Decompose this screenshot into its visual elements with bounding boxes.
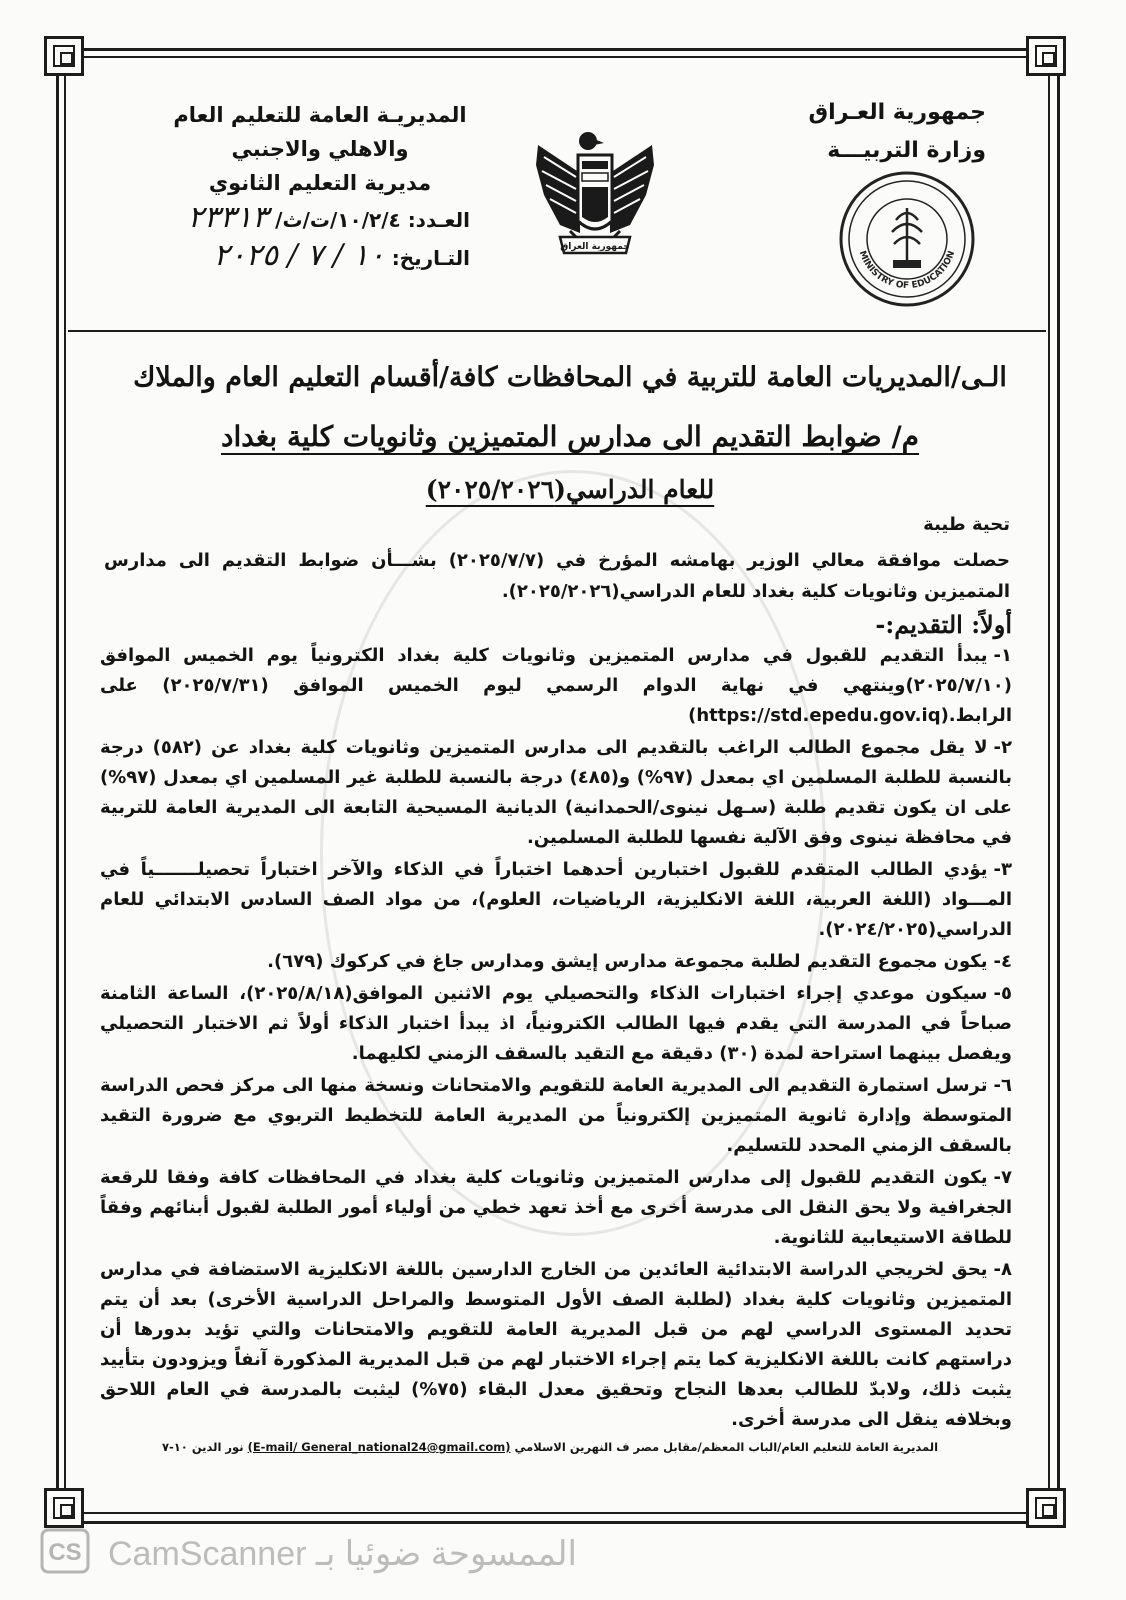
recipient-line: الـى/المديريات العامة للتربية في المحافظات كافة/أقسام التعليم العام والملاك — [133, 362, 1007, 393]
registration-link[interactable]: (https://std.epedu.gov.iq). — [688, 705, 956, 726]
iraq-eagle-emblem-icon — [530, 125, 660, 275]
item-text: يبدأ التقديم للقبول في مدارس المتميزين وثانويات كلية بغداد الكترونياً يوم الخميس الموافق (٢٠٢٥/٧/١٠)وينتهي في نهاية الدوام الرسمي ليوم الخميس الموافق (٢٠٢٥/٧/٣١) على الرابط — [100, 645, 1012, 726]
item-text: يكون التقديم للقبول إلى مدارس المتميزين وثانويات كلية بغداد في المحافظات كافة وفقا للرقعة الجغرافية ولا يحق النقل الى مدرسة أخرى مع أخذ تعهد خطي من أولياء أمور الطلبة لقبول أبنائهم وفقاً للطاقة الاستيعابية للثانوية. — [100, 1167, 1012, 1248]
greeting: تحية طيبة — [923, 514, 1010, 535]
item-number: ٦- — [993, 1075, 1012, 1096]
ministry-seal-icon — [838, 170, 976, 308]
item-text: ترسل استمارة التقديم الى المديرية العامة للتقويم والامتحانات ونسخة منها الى مركز فحص الدراسة المتوسطة وإدارة ثانوية المتميزين إلكترونياً من المديرية العامة للتخطيط التربوي مع ضرورة التقيد بالسقف الزمني المحدد للتسليم. — [100, 1075, 1012, 1156]
item-number: ٨- — [993, 1259, 1012, 1280]
corner-ornament-top-right — [1026, 36, 1066, 76]
reference-number-label: العـدد: — [407, 208, 470, 232]
emblem-caption: جمهورية العراق — [560, 242, 630, 252]
subject-line: م/ ضوابط التقديم الى مدارس المتميزين وثانويات كلية بغداد — [220, 420, 920, 453]
item-text: سيكون موعدي إجراء اختبارات الذكاء والتحصيلي يوم الاثنين الموافق(٢٠٢٥/٨/١٨)، الساعة الثامنة صباحاً في المدرسة التي يقدم فيها الطالب الكترونياً، اذ يبدأ اختبار الذكاء أولاً ثم الاختبار التحصيلي ويفصل بينهما استراحة لمدة (٣٠) دقيقة مع التقيد بالسقف الزمني لكليهما. — [100, 983, 1012, 1064]
footer-address — [100, 1440, 1000, 1454]
item-text: يكون مجموع التقديم لطلبة مجموعة مدارس إيشق ومدارس جاغ في كركوك (٦٧٩). — [267, 951, 988, 972]
letter-date-handwritten: ١٠ / ٧ / ٢٠٢٥ — [213, 238, 385, 273]
reference-number-value: ١٠/٢/٤/ت/ث/ — [275, 208, 401, 232]
ministry-name: وزارة التربيـــة — [827, 138, 986, 163]
reference-number-handwritten: ٢٣٣١٣ — [187, 200, 269, 235]
footer-email[interactable]: (E-mail/ General_national24@gmail.com) — [247, 1440, 511, 1454]
header-divider — [68, 330, 1046, 332]
academic-year-line: للعام الدراسي(٢٠٢٥/٢٠٢٦) — [425, 475, 715, 504]
reference-number — [130, 200, 470, 235]
list-item — [100, 855, 1012, 945]
corner-ornament-bottom-left — [44, 1488, 84, 1528]
list-item — [100, 1163, 1012, 1253]
list-item — [100, 979, 1012, 1069]
letter-date — [140, 238, 470, 273]
corner-ornament-top-left — [44, 36, 84, 76]
svg-text:CS: CS — [48, 1539, 82, 1566]
camscanner-logo-icon — [40, 1528, 90, 1574]
directorate-line-2: والاهلي والاجنبي — [231, 137, 409, 161]
intro-paragraph: حصلت موافقة معالي الوزير بهامشه المؤرخ في (٢٠٢٥/٧/٧) بشـــأن ضوابط التقديم الى مدارس المتميزين وثانويات كلية بغداد للعام الدراسي(٢٠٢٥/٢٠٢٦). — [104, 550, 1010, 602]
regulations-list — [100, 641, 1012, 1437]
directorate-header — [170, 98, 470, 200]
directorate-line-1: المديريـة العامة للتعليم العام — [173, 103, 467, 127]
directorate-line-3: مديرية التعليم الثانوي — [208, 171, 432, 195]
item-text: يؤدي الطالب المتقدم للقبول اختبارين أحدهما اختباراً في الذكاء والآخر اختباراً تحصيلـــــــياً في المـــواد (اللغة العربية، اللغة الانكليزية، الرياضيات، العلوم)، من مواد الصف السادس الابتدائي للعام الدراسي(٢٠٢٤/٢٠٢٥). — [100, 859, 1012, 940]
camscanner-watermark: CamScanner الممسوحة ضوئيا بـ — [108, 1535, 577, 1573]
footer-address-text: المديرية العامة للتعليم العام/الباب المعظم/مقابل مصر ف النهرين الاسلامي — [514, 1440, 939, 1454]
seal-caption: MINISTRY OF EDUCATION — [856, 249, 958, 292]
item-number: ٢- — [993, 737, 1012, 758]
item-text: لا يقل مجموع الطالب الراغب بالتقديم الى مدارس المتميزين وثانويات كلية بغداد عن (٥٨٢) درجة بالنسبة للطلبة المسلمين اي بمعدل (٩٧%) و(٤٨٥) درجة بالنسبة للطلبة غير المسلمين اي بمعدل (٩٧%) على ان يكون تقديم طلبة (سـهل نينوى/الحمدانية) الديانية المسيحية التابعة الى المديرية العامة للتربية في محافظة نينوى وفق الآلية نفسها للطلبة المسلمين. — [100, 737, 1012, 848]
list-item — [100, 733, 1012, 853]
item-text: يحق لخريجي الدراسة الابتدائية العائدين من الخارج الدارسين باللغة الانكليزية الاستضافة في مدارس المتميزين وثانويات كلية بغداد (لطلبة الصف الأول المتوسط والمراحل الدراسية الأخرى) بعد أن يتم تحديد المستوى الدراسي لهم من قبل المديرية العامة للتقويم والامتحانات والتي تؤيد بدورها أن دراستهم كانت باللغة الانكليزية كما يتم إجراء الاختبار لهم من قبل المديرية المذكورة آنفاً ويزودون بتأييد يثبت ذلك، ولابدّ للطالب بعدها النجاح وتحقيق معدل البقاء (٧٥%) ليثبت بالمدرسة في العام اللاحق وبخلافه ينقل الى مدرسة أخرى. — [100, 1259, 1012, 1430]
country-name: جمهورية العـراق — [808, 100, 986, 125]
section-title: أولاً: التقديم:- — [875, 610, 1012, 639]
list-item — [100, 1071, 1012, 1161]
corner-ornament-bottom-right — [1026, 1488, 1066, 1528]
item-number: ٤- — [993, 951, 1012, 972]
item-number: ١- — [993, 645, 1012, 666]
footer-typist: نور الدين ١٠-٧ — [161, 1440, 244, 1454]
letter-date-label: التـاريخ: — [391, 246, 470, 270]
item-number: ٣- — [993, 859, 1012, 880]
list-item — [100, 947, 1012, 977]
item-number: ٥- — [993, 983, 1012, 1004]
list-item — [100, 641, 1012, 731]
ministry-header — [756, 94, 986, 170]
item-number: ٧- — [993, 1167, 1012, 1188]
list-item — [100, 1255, 1012, 1435]
